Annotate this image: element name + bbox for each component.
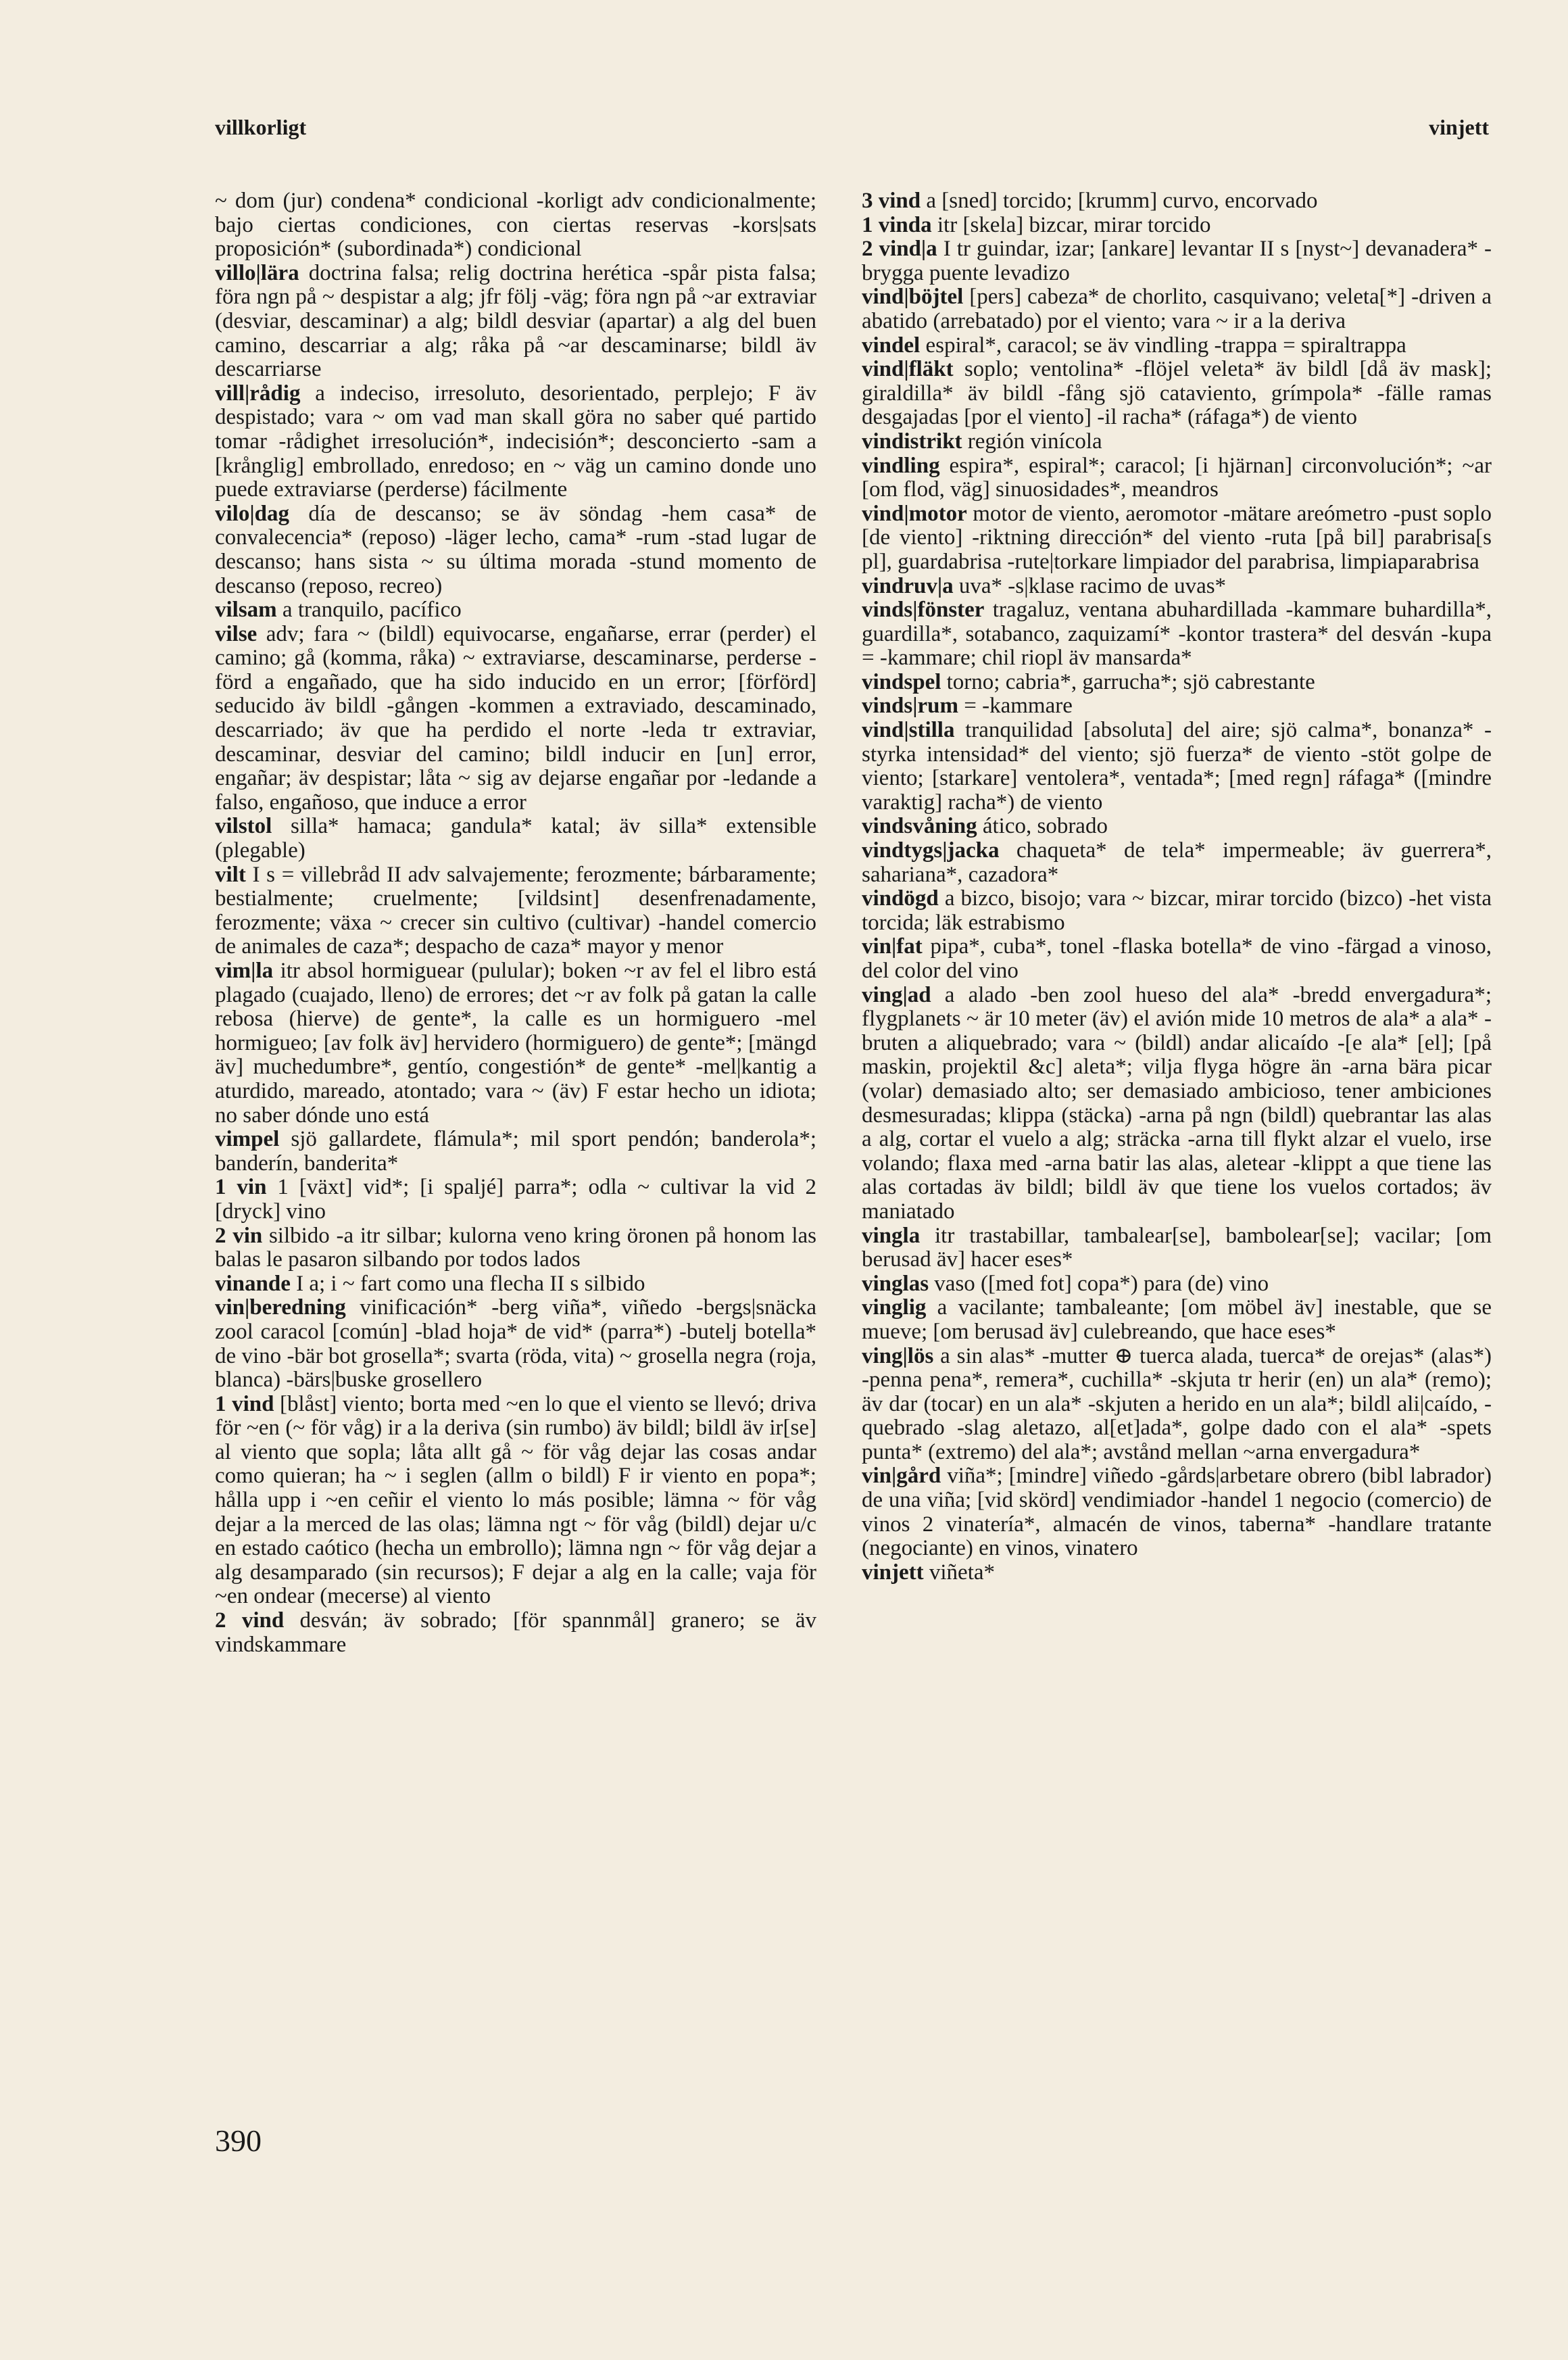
dictionary-entry (862, 1464, 1492, 1560)
headword: vilo|dag (215, 501, 289, 526)
dictionary-entry (862, 694, 1492, 719)
definition: sjö gallardete, flámula*; mil sport pendón; banderola*; banderín, banderita* (215, 1127, 816, 1176)
definition: soplo; ventolina* -flöjel veleta* äv bildl [då äv mask]; giraldilla* äv bildl -fång sjö cataviento, grímpola* -fälle ramas desgajadas [por el viento] -il racha* (ráfaga*) de viento (862, 357, 1492, 430)
headword: vind|fläkt (862, 357, 954, 382)
dictionary-entry (215, 1272, 816, 1297)
headword: vinande (215, 1271, 291, 1296)
guide-word-right: vinjett (1429, 115, 1489, 139)
guide-word-left: villkorligt (215, 115, 307, 139)
right-column (862, 189, 1492, 1585)
headword: vingla (862, 1223, 921, 1248)
headword: 2 vin (215, 1223, 263, 1248)
definition: espiral*, caracol; se äv vindling -trappa = spiraltrappa (920, 333, 1406, 358)
dictionary-entry (862, 237, 1492, 285)
definition: tranquilidad [absoluta] del aire; sjö calma*, bonanza* -styrka intensidad* del viento; sjö fuerza* de viento -stöt golpe de viento; [starkare] ventolera*, ventada*; [med regn] ráfaga* ([mindre varaktig] racha*) de viento (862, 718, 1492, 815)
definition: [pers] cabeza* de chorlito, casquivano; veleta[*] -driven a abatido (arrebatado) por el viento; vara ~ ir a la deriva (862, 285, 1492, 333)
headword: vin|gård (862, 1464, 941, 1489)
headword: ving|lös (862, 1343, 934, 1368)
headword: vin|beredning (215, 1295, 346, 1320)
headword: 2 vind|a (862, 237, 937, 262)
headword: 1 vinda (862, 212, 932, 237)
dictionary-entry (215, 1609, 816, 1657)
headword: vim|la (215, 959, 274, 983)
dictionary-entry (215, 382, 816, 502)
headword: vinjett (862, 1560, 924, 1585)
headword: vilse (215, 621, 258, 646)
dictionary-entry (862, 935, 1492, 983)
definition: [blåst] viento; borta med ~en lo que el viento se llevó; driva för ~en (~ för våg) ir a la deriva (sin rumbo) äv bildl; bildl äv ir[se] al viento que sopla; låta allt gå ~ för våg dejar las cosas andar como quieran; ha ~ i seglen (allm o bildl) F ir viento en popa*; hålla upp i ~en ceñir el viento lo más posible; lämna ~ för våg dejar a la merced de las olas; lämna ngt ~ för våg (bildl) dejar u/c en estado caótico (hecha un embrollo); lämna ngn ~ för våg dejar a alg desamparado (sin recursos); F dejar a alg en la calle; vaja för ~en ondear (mecerse) al viento (215, 1391, 817, 1609)
headword: 2 vind (215, 1608, 285, 1633)
dictionary-entry (215, 598, 816, 623)
definition: I a; i ~ fart como una flecha II s silbido (290, 1271, 645, 1296)
definition: ático, sobrado (977, 814, 1108, 839)
definition: a vacilante; tambaleante; [om möbel äv] inestable, que se mueve; [om berusad äv] culebreando, que hace eses* (862, 1295, 1492, 1344)
definition: chaqueta* de tela* impermeable; äv guerrera*, sahariana*, cazadora* (862, 838, 1492, 887)
dictionary-entry (862, 189, 1492, 214)
definition: viña*; [mindre] viñedo -gårds|arbetare obrero (bibl labrador) de una viña; [vid skörd] vendimiador -handel 1 negocio (comercio) de vinos 2 vinatería*, almacén de vinos, taberna* -handlare tratante (negociante) en vinos, vinatero (862, 1464, 1492, 1561)
dictionary-entry (215, 1176, 816, 1224)
dictionary-entry (215, 502, 816, 598)
headword: vindel (862, 333, 921, 358)
definition: a bizco, bisojo; vara ~ bizcar, mirar torcido (bizco) -het vista torcida; läk estrabismo (862, 886, 1492, 935)
definition: vaso ([med fot] copa*) para (de) vino (929, 1271, 1269, 1296)
definition: adv; fara ~ (bildl) equivocarse, engañarse, errar (perder) el camino; gå (komma, råka) ~ extraviarse, descaminarse, perderse -förd a engañado, que ha sido inducido en un error; [förförd] seducido äv bildl -gången -kommen a extraviado, descaminado, descarriado; äv que ha perdido el norte -leda tr extraviar, descaminar, desviar del camino; bildl inducir en [un] error, engañar; äv despistar; låta ~ sig av dejarse engañar por -ledande a falso, engañoso, que induce a error (215, 621, 816, 815)
dictionary-entry (862, 1272, 1492, 1297)
definition: a sin alas* -mutter ⊕ tuerca alada, tuerca* de orejas* (alas*) -penna pena*, remera*, cuchilla* -skjuta tr herir (en) un ala* (remo); äv dar (tocar) en un ala* -skjuten a herido en un ala*; bildl ali|caído, -quebrado -slag aletazo, al[et]ada*, golpe dado con el ala* -spets punta* (extremo) del ala*; avstånd mellan ~arna envergadura* (862, 1343, 1492, 1464)
dictionary-entry (862, 984, 1492, 1224)
headword: vinglas (862, 1271, 929, 1296)
definition: día de descanso; se äv söndag -hem casa* de convalecencia* (reposo) -läger lecho, cama* -rum -stad lugar de descanso; hans sista ~ su última morada -stund momento de descanso (reposo, recreo) (215, 501, 816, 598)
page-number: 390 (215, 2123, 262, 2158)
headword: vinds|rum (862, 694, 958, 719)
headword: 1 vind (215, 1391, 274, 1416)
headword: vind|böjtel (862, 285, 964, 310)
dictionary-entry (215, 1128, 816, 1176)
dictionary-entry (215, 1224, 816, 1272)
headword: vinglig (862, 1295, 927, 1320)
dictionary-entry (862, 598, 1492, 671)
definition: a [sned] torcido; [krumm] curvo, encorvado (921, 189, 1318, 213)
dictionary-entry (862, 502, 1492, 575)
definition: vinificación* -berg viña*, viñedo -bergs|snäcka zool caracol [común] -blad hoja* de vid* (parra*) -butelj botella* de vino -bär bot grosella*; svarta (röda, vita) ~ grosella negra (roja, blanca) -bärs|buske grosellero (215, 1295, 816, 1393)
dictionary-entry (862, 454, 1492, 502)
dictionary-entry (862, 334, 1492, 358)
dictionary-entry (215, 1393, 816, 1609)
headword: vindögd (862, 886, 939, 911)
definition: 1 [växt] vid*; [i spaljé] parra*; odla ~ cultivar la vid 2 [dryck] vino (215, 1175, 816, 1224)
headword: vin|fat (862, 934, 923, 959)
definition: viñeta* (923, 1560, 996, 1585)
dictionary-entry (215, 623, 816, 815)
dictionary-entry (862, 1296, 1492, 1344)
definition: itr absol hormiguear (pulular); boken ~r av fel el libro está plagado (cuajado, lleno) de errores; det ~r av folk på gatan la calle rebosa (hierve) de gente*, la calle es un hormiguero -mel hormigueo; [av folk äv] hervidero (hormiguero) de gente*; [mängd äv] muchedumbre*, gentío, congestión* de gente* -mel|kantig a aturdido, mareado, atontado; vara ~ (äv) F estar hecho un idiota; no saber dónde uno está (215, 959, 816, 1128)
definition: uva* -s|klase racimo de uvas* (953, 573, 1227, 598)
headword: vind|stilla (862, 718, 955, 743)
headword: 3 vind (862, 189, 921, 213)
definition: silla* hamaca; gandula* katal; äv silla* extensible (plegable) (215, 814, 816, 863)
definition: a indeciso, irresoluto, desorientado, perplejo; F äv despistado; vara ~ om vad man skall göra no saber qué partido tomar -rådighet irresolución*, indecisión*; desconcierto -sam a [krånglig] embrollado, enredoso; en ~ väg un camino donde uno puede extraviarse (perderse) fácilmente (215, 381, 816, 502)
definition: itr [skela] bizcar, mirar torcido (931, 212, 1211, 237)
dictionary-entry (862, 815, 1492, 839)
dictionary-entry (862, 1345, 1492, 1465)
definition: itr trastabillar, tambalear[se], bambolear[se]; vacilar; [om berusad äv] hacer eses* (862, 1223, 1492, 1272)
dictionary-entry (862, 887, 1492, 935)
headword: vimpel (215, 1127, 280, 1152)
definition: doctrina falsa; relig doctrina herética -spår pista falsa; föra ngn på ~ despistar a alg; jfr följ -väg; föra ngn på ~ar extraviar (desviar, descaminar) a alg; bildl desviar (apartar) a alg del buen camino, descarriar a alg; råka på ~ar descaminarse; bildl äv descarriarse (215, 260, 816, 382)
headword: vill|rådig (215, 381, 301, 406)
dictionary-entry (215, 1296, 816, 1392)
definition: silbido -a itr silbar; kulorna veno kring öronen på honom las balas le pasaron silbando por todos lados (215, 1223, 816, 1272)
definition: a alado -ben zool hueso del ala* -bredd envergadura*; flygplanets ~ är 10 meter (äv) el avión mide 10 metros de ala* a ala* -bruten a aliquebrado; vara ~ (bildl) andar alicaído -[e ala* [el]; [på maskin, projektil &c] aleta*; vilja flyga högre än -arna bära picar (volar) demasiado alto; ser demasiado ambicioso, tener ambiciones desmesuradas; klippa (stäcka) -arna på ngn (bildl) quebrantar las alas a alg, cortar el vuelo a alg; sträcka -arna till flykt alzar el vuelo, irse volando; flaxa med -arna batir las alas, aletear -klippt a que tiene las alas cortadas äv bildl; bildl äv que tiene los vuelos cortados; äv maniatado (862, 982, 1492, 1224)
headword: vindruv|a (862, 573, 954, 598)
definition: I tr guindar, izar; [ankare] levantar II s [nyst~] devanadera* -brygga puente levadizo (862, 237, 1492, 285)
dictionary-entry (215, 863, 816, 959)
dictionary-entry (862, 214, 1492, 238)
dictionary-entry (215, 815, 816, 863)
dictionary-entry (862, 1561, 1492, 1585)
dictionary-entry (862, 430, 1492, 454)
definition: tragaluz, ventana abuhardillada -kammare buhardilla*, guardilla*, sotabanco, zaquizamí* -kontor trastera* del desván -kupa = -kammare; chil riopl äv mansarda* (862, 598, 1492, 671)
dictionary-entry (215, 959, 816, 1128)
dictionary-entry (862, 839, 1492, 887)
headword: vindling (862, 453, 940, 478)
definition: I s = villebråd II adv salvajemente; ferozmente; bárbaramente; bestialmente; cruelmente; [vildsint] desenfrenadamente, ferozmente; växa ~ crecer sin cultivo (cultivar) -handel comercio de animales de caza*; despacho de caza* mayor y menor (215, 862, 816, 959)
definition: torno; cabria*, garrucha*; sjö cabrestante (941, 669, 1315, 694)
dictionary-entry (862, 358, 1492, 430)
definition: ~ dom (jur) condena* condicional -korligt adv condicionalmente; bajo ciertas condiciones, con ciertas reservas -kors|sats proposición* (subordinada*) condicional (215, 189, 816, 262)
headword: vindspel (862, 669, 941, 694)
left-column (215, 189, 816, 1657)
headword: vindtygs|jacka (862, 838, 1000, 863)
headword: ving|ad (862, 982, 931, 1007)
definition: espira*, espiral*; caracol; [i hjärnan] circonvolución*; ~ar [om flod, väg] sinuosidades*, meandros (862, 453, 1492, 502)
headword: vinds|fönster (862, 598, 985, 623)
dictionary-entry (215, 189, 816, 262)
definition: a tranquilo, pacífico (276, 598, 462, 623)
headword: vilstol (215, 814, 272, 839)
definition: desván; äv sobrado; [för spannmål] granero; se äv vindskammare (215, 1608, 817, 1657)
definition: región vinícola (962, 429, 1102, 454)
dictionary-entry (215, 262, 816, 382)
headword: 1 vin (215, 1175, 267, 1200)
headword: vilt (215, 862, 246, 887)
headword: vind|motor (862, 501, 967, 526)
headword: vindistrikt (862, 429, 962, 454)
definition: pipa*, cuba*, tonel -flaska botella* de vino -färgad a vinoso, del color del vino (862, 934, 1492, 983)
headword: vilsam (215, 598, 277, 623)
headword: villo|lära (215, 260, 299, 285)
dictionary-entry (862, 1224, 1492, 1272)
headword: vindsvåning (862, 814, 977, 839)
dictionary-entry (862, 719, 1492, 815)
definition: motor de viento, aeromotor -mätare areómetro -pust soplo [de viento] -riktning dirección* del viento -ruta [på bil] parabrisa[s pl], guardabrisa -rute|torkare limpiador del parabrisa, limpiaparabrisa (862, 501, 1492, 574)
dictionary-entry (862, 575, 1492, 599)
definition: = -kammare (958, 694, 1073, 719)
dictionary-entry (862, 671, 1492, 695)
dictionary-entry (862, 285, 1492, 333)
